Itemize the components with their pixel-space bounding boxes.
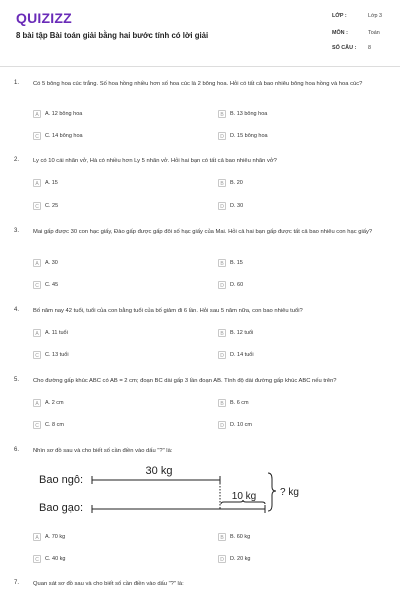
option-text: C. 14 bông hoa <box>45 132 83 139</box>
option-text: A. 15 <box>45 179 58 186</box>
diff-brace <box>221 500 265 504</box>
option-text: D. 60 <box>230 281 244 288</box>
option-text: A. 12 bông hoa <box>45 110 83 117</box>
question-text: Ly có 10 cái nhãn vở, Hà có nhiều hơn Ly 5 nhãn vở. Hỏi hai bạn có tất cả bao nhiêu nhãn vở? <box>33 158 277 164</box>
option-text: A. 30 <box>45 259 58 266</box>
option-letter-box: D <box>218 351 226 359</box>
option-text: A. 70 kg <box>45 533 66 540</box>
question-number: 5. <box>14 377 20 383</box>
worksheet-header <box>0 0 400 64</box>
option-text: B. 6 cm <box>230 399 249 406</box>
option-letter-box: A <box>33 533 41 541</box>
option-letter-box: A <box>33 259 41 267</box>
diagram-diff-value: 10 kg <box>231 491 257 502</box>
option-text: B. 13 bông hoa <box>230 110 268 117</box>
quizizz-logo: QUIZIZZ <box>16 10 72 26</box>
info-key: LỚP : <box>332 13 347 19</box>
option-letter-box: B <box>218 399 226 407</box>
info-key: MÔN : <box>332 30 348 36</box>
question-number: 3. <box>14 228 20 234</box>
option-text: A. 11 tuổi <box>45 329 68 336</box>
option-letter-box: C <box>33 351 41 359</box>
option-text: B. 60 kg <box>230 533 251 540</box>
option-text: D. 30 <box>230 202 244 209</box>
option-text: C. 13 tuổi <box>45 351 69 358</box>
question-text: Có 5 bông hoa cúc trắng. Số hoa hồng nhiều hơn số hoa cúc là 2 bông hoa. Hỏi có tất cả bao nhiêu bông hoa hồng và hoa cúc? <box>33 81 363 87</box>
question-number: 1. <box>14 80 20 86</box>
info-key: SỐ CÂU : <box>332 45 357 51</box>
question-number: 2. <box>14 157 20 163</box>
option-text: B. 15 <box>230 259 243 266</box>
option-text: C. 25 <box>45 202 59 209</box>
option-letter-box: A <box>33 179 41 187</box>
question-text: Nhìn sơ đồ sau và cho biết số cần điền vào dấu "?" là: <box>33 448 173 454</box>
option-letter-box: B <box>218 179 226 187</box>
question-text: Cho đường gấp khúc ABC có AB = 2 cm; đoạn BC dài gấp 3 lần đoạn AB. Tính độ dài đường gấp khúc ABC nếu trên? <box>33 378 337 384</box>
question-number: 4. <box>14 307 20 313</box>
diagram-total-value: ? kg <box>280 487 299 498</box>
option-letter-box: D <box>218 281 226 289</box>
option-text: B. 20 <box>230 179 243 186</box>
option-text: D. 20 kg <box>230 555 251 562</box>
info-value: Lớp 3 <box>368 13 383 19</box>
question-text: Mai gấp được 30 con hạc giấy, Đào gấp được gấp đôi số hạc giấy của Mai. Hỏi cả hai bạn gấp được tất cả bao nhiêu con hạc giấy? <box>33 229 373 235</box>
option-letter-box: B <box>218 259 226 267</box>
diagram-label-top: Bao ngô: <box>39 474 84 486</box>
option-letter-box: D <box>218 132 226 140</box>
option-text: D. 14 tuổi <box>230 351 254 358</box>
option-letter-box: D <box>218 202 226 210</box>
option-letter-box: A <box>33 110 41 118</box>
option-text: C. 8 cm <box>45 421 64 428</box>
option-text: A. 2 cm <box>45 399 64 406</box>
info-value: 8 <box>368 45 371 51</box>
option-letter-box: C <box>33 421 41 429</box>
diagram-label-bottom: Bao gạo: <box>39 502 84 514</box>
weight-comparison-diagram <box>0 459 400 539</box>
total-brace <box>268 473 276 511</box>
question-text: Quan sát sơ đồ sau và cho biết số cần điền vào dấu "?" là: <box>33 581 184 587</box>
diagram-top-value: 30 kg <box>145 465 173 477</box>
option-letter-box: C <box>33 132 41 140</box>
option-letter-box: D <box>218 421 226 429</box>
question-number: 6. <box>14 447 20 453</box>
option-text: C. 45 <box>45 281 59 288</box>
option-letter-box: B <box>218 329 226 337</box>
question-text: Bố năm nay 42 tuổi, tuổi của con bằng tuổi của bố giảm đi 6 lần. Hỏi sau 5 năm nữa, con bao nhiêu tuổi? <box>33 308 303 314</box>
option-letter-box: A <box>33 399 41 407</box>
option-letter-box: C <box>33 555 41 563</box>
option-letter-box: B <box>218 533 226 541</box>
option-letter-box: C <box>33 202 41 210</box>
option-text: D. 15 bông hoa <box>230 132 268 139</box>
option-text: D. 10 cm <box>230 421 253 428</box>
header-divider <box>0 66 400 67</box>
option-letter-box: B <box>218 110 226 118</box>
option-letter-box: C <box>33 281 41 289</box>
question-number: 7. <box>14 580 20 586</box>
info-value: Toán <box>368 30 380 36</box>
option-letter-box: D <box>218 555 226 563</box>
worksheet-title: 8 bài tập Bài toán giải bằng hai bước tính có lời giải <box>16 31 209 40</box>
option-text: C. 40 kg <box>45 555 66 562</box>
option-text: B. 12 tuổi <box>230 329 254 336</box>
option-letter-box: A <box>33 329 41 337</box>
